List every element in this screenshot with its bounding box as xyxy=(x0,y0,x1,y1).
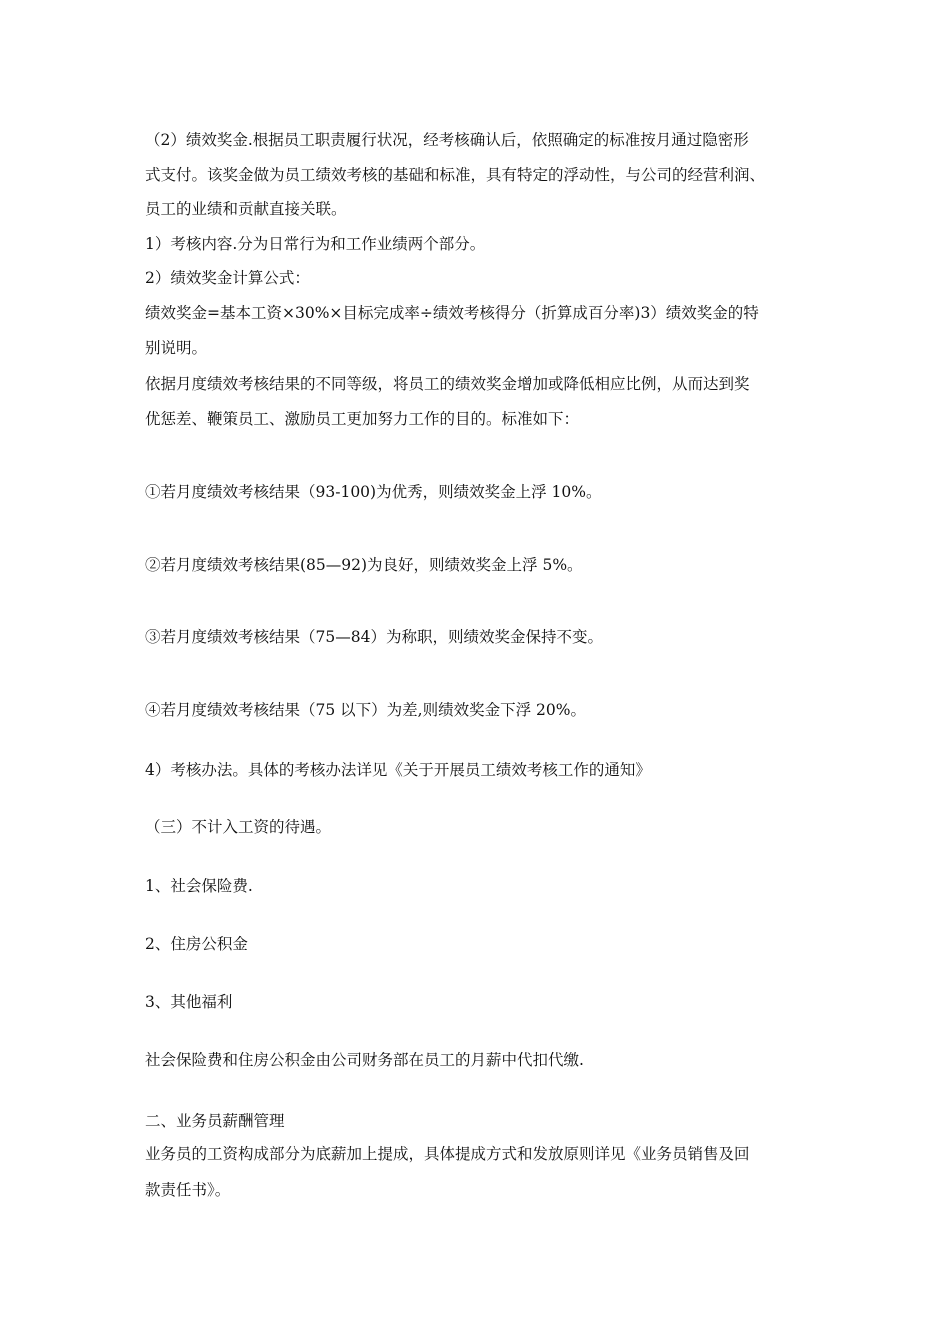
text-line: 1、社会保险费. xyxy=(145,877,253,895)
text-line: （2）绩效奖金.根据员工职责履行状况，经考核确认后，依照确定的标准按月通过隐密形 xyxy=(145,131,749,149)
text-line: 依据月度绩效考核结果的不同等级，将员工的绩效奖金增加或降低相应比例，从而达到奖 xyxy=(145,375,750,393)
text-line: ①若月度绩效考核结果（93-100)为优秀，则绩效奖金上浮 10%。 xyxy=(145,483,602,501)
text-line: （三）不计入工资的待遇。 xyxy=(145,818,332,836)
text-line: 业务员的工资构成部分为底薪加上提成，具体提成方式和发放原则详见《业务员销售及回 xyxy=(145,1145,750,1163)
text-line: 社会保险费和住房公积金由公司财务部在员工的月薪中代扣代缴. xyxy=(145,1051,584,1069)
text-line: ③若月度绩效考核结果（75—84）为称职，则绩效奖金保持不变。 xyxy=(145,628,603,646)
text-line: ④若月度绩效考核结果（75 以下）为差,则绩效奖金下浮 20%。 xyxy=(145,701,586,719)
text-line: ②若月度绩效考核结果(85—92)为良好，则绩效奖金上浮 5%。 xyxy=(145,556,583,574)
text-line: 2、住房公积金 xyxy=(145,935,248,953)
text-line: 4）考核办法。具体的考核办法详见《关于开展员工绩效考核工作的通知》 xyxy=(145,761,651,779)
text-line: 别说明。 xyxy=(145,339,208,357)
text-line: 员工的业绩和贡献直接关联。 xyxy=(145,200,347,218)
text-line: 2）绩效奖金计算公式： xyxy=(145,269,310,287)
text-line: 优惩差、鞭策员工、激励员工更加努力工作的目的。标准如下： xyxy=(145,410,580,428)
text-line: 二、业务员薪酬管理 xyxy=(145,1112,285,1130)
text-line: 式支付。该奖金做为员工绩效考核的基础和标准，具有特定的浮动性，与公司的经营利润、 xyxy=(145,166,766,184)
text-line: 3、其他福利 xyxy=(145,993,233,1011)
text-line: 绩效奖金=基本工资×30%×目标完成率÷绩效考核得分（折算成百分率)3）绩效奖金的特 xyxy=(145,304,759,322)
text-line: 款责任书》。 xyxy=(145,1181,231,1199)
text-line: 1）考核内容.分为日常行为和工作业绩两个部分。 xyxy=(145,235,486,253)
